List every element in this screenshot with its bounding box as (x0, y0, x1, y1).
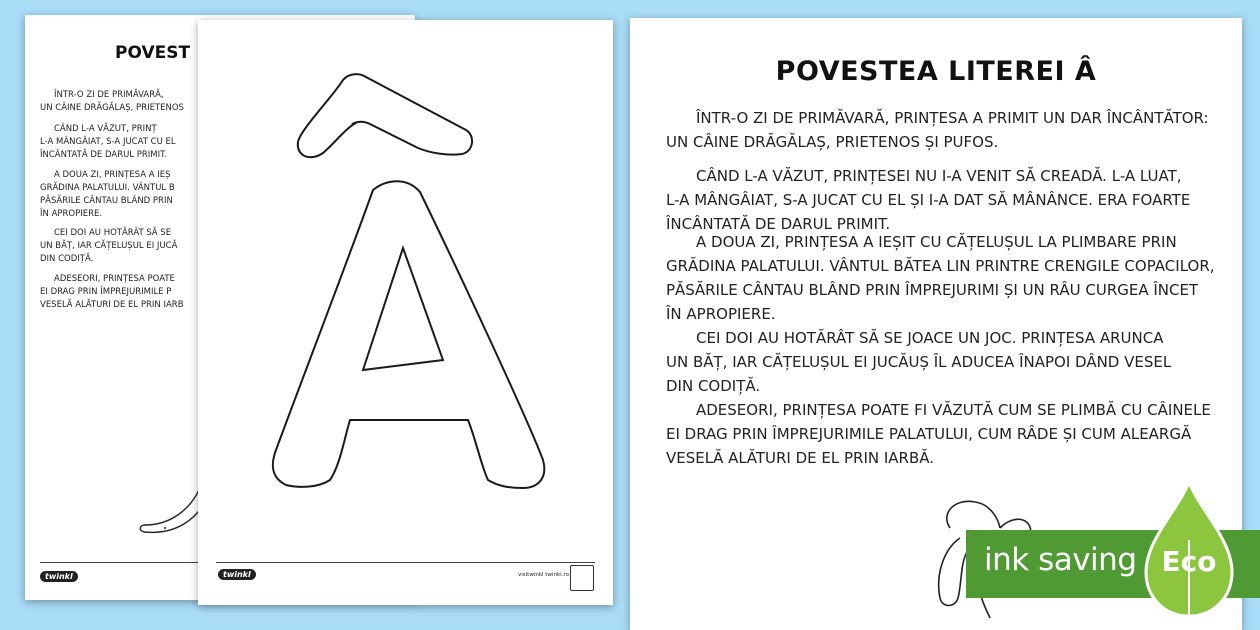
text-line: ÎNCÂNTATĂ DE DARUL PRIMIT. (40, 150, 168, 160)
twinkl-logo: twinkl (218, 569, 256, 580)
text-line: ÎNTR-O ZI DE PRIMĂVARĂ, (54, 90, 164, 100)
text-line: GRĂDINA PALATULUI. VÂNTUL B (40, 183, 175, 193)
paragraph-2 (666, 164, 1226, 236)
paragraph-4 (666, 326, 1226, 398)
ink-saving-label: ink saving (984, 542, 1137, 578)
text-line: L-A MÂNGÂIAT, S-A JUCAT CU EL ȘI I-A DAT SĂ MÂNÂNCE. ERA FOARTE (666, 191, 1191, 209)
paragraph-1 (666, 106, 1226, 154)
text-line: DIN CODIȚĂ. (666, 377, 761, 395)
text-line: UN CÂINE DRĂGĂLAȘ, PRIETENOS (40, 103, 184, 113)
big-letter-a-circumflex (198, 20, 613, 560)
text-line: ÎNCÂNTATĂ DE DARUL PRIMIT. (666, 215, 891, 233)
text-line: ÎNTR-O ZI DE PRIMĂVARĂ, PRINȚESA A PRIMIT UN DAR ÎNCÂNTĂTOR: (696, 109, 1209, 127)
quality-badge-icon (570, 565, 594, 591)
back-page-title: POVEST (115, 43, 191, 63)
footer-rule (216, 562, 595, 563)
text-line: CEI DOI AU HOTĂRÂT SĂ SE (54, 228, 172, 238)
text-line: UN BĂȚ, IAR CĂȚELUȘUL EI JUCĂ (40, 241, 178, 251)
eco-badge-label: Eco (1161, 545, 1217, 578)
text-line: CEI DOI AU HOTĂRÂT SĂ SE JOACE UN JOC. PRINȚESA ARUNCA (696, 329, 1164, 347)
text-line: UN BĂȚ, IAR CĂȚELUȘUL EI JUCĂUȘ ÎL ADUCEA ÎNAPOI DÂND VESEL (666, 353, 1172, 371)
text-line: DIN CODIȚĂ. (40, 254, 94, 264)
paragraph-5 (666, 398, 1226, 470)
paragraph-3 (666, 230, 1226, 326)
text-line: UN CÂINE DRĂGĂLAȘ, PRIETENOS ȘI PUFOS. (666, 133, 999, 151)
text-line: VESELĂ ALĂTURI DE EL PRIN IARBĂ. (666, 449, 935, 467)
page-title: POVESTEA LITEREI Â (775, 56, 1097, 87)
text-line: ADESEORI, PRINȚESA POATE (54, 274, 175, 284)
text-line: A DOUA ZI, PRINȚESA A IEȘIT CU CĂȚELUȘUL LA PLIMBARE PRIN (696, 233, 1177, 251)
text-line: ÎN APROPIERE. (666, 305, 776, 323)
text-line: PĂSĂRILE CÂNTAU BLÂND PRIN (40, 196, 173, 206)
text-line: CÂND L-A VĂZUT, PRINȚ (54, 124, 157, 134)
footer-website: visitwinkl twinkl.ro (518, 572, 569, 578)
text-line: EI DRAG PRIN ÎMPREJURIMILE PALATULUI, CUM RÂDE ȘI CUM ALEARGĂ (666, 425, 1192, 443)
text-line: L-A MÂNGÂIAT, S-A JUCAT CU EL (40, 137, 176, 147)
text-line: VESELĂ ALĂTURI DE EL PRIN IARB (40, 300, 184, 310)
letter-coloring-page (198, 20, 613, 605)
text-line: PĂSĂRILE CÂNTAU BLÂND PRIN ÎMPREJURIMI ȘI UN RÂU CURGEA ÎNCET (666, 281, 1199, 299)
text-line: ADESEORI, PRINȚESA POATE FI VĂZUTĂ CUM SE PLIMBĂ CU CÂINELE (696, 401, 1211, 419)
twinkl-logo: twinkl (40, 571, 78, 582)
text-line: GRĂDINA PALATULUI. VÂNTUL BĂTEA LIN PRINTRE CRENGILE COPACILOR, (666, 257, 1215, 275)
text-line: EI DRAG PRIN ÎMPREJURIMILE P (40, 287, 172, 297)
text-line: CÂND L-A VĂZUT, PRINȚESEI NU I-A VENIT SĂ CREADĂ. L-A LUAT, (696, 167, 1182, 185)
text-line: ÎN APROPIERE. (40, 209, 103, 219)
text-line: A DOUA ZI, PRINȚESA A IEȘ (54, 170, 171, 180)
